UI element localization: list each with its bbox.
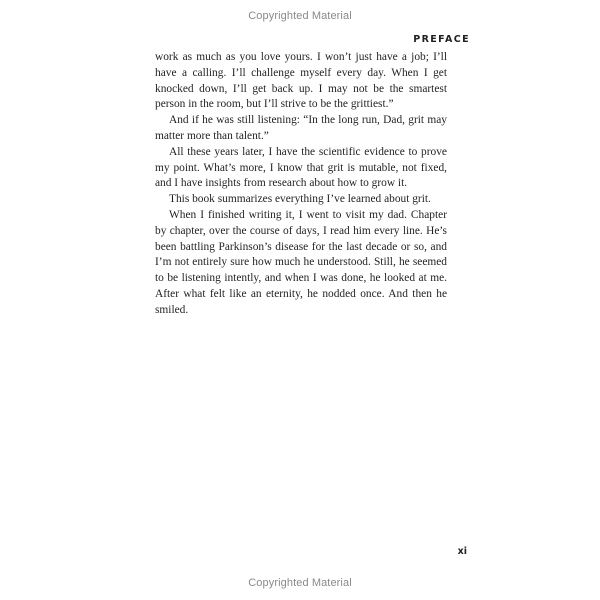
- paragraph: All these years later, I have the scientific evidence to prove my point. What’s more, I know that grit is mutable, not fixed, and I have insights from research about how to grow it.: [155, 145, 447, 190]
- paragraph: work as much as you love yours. I won’t just have a job; I’ll have a calling. I’ll challenge myself every day. When I get knocked down, I’ll get back up. I may not be the smartest person in the room, but I’ll strive to be the grittiest.”: [155, 51, 447, 111]
- copyright-watermark-top: Copyrighted Material: [248, 10, 352, 22]
- body-text: [155, 50, 447, 319]
- paragraph: And if he was still listening: “In the long run, Dad, grit may matter more than talent.”: [155, 114, 447, 142]
- page-number: xi: [457, 546, 467, 557]
- paragraph: This book summarizes everything I’ve learned about grit.: [169, 193, 431, 206]
- copyright-watermark-bottom: Copyrighted Material: [248, 577, 352, 589]
- paragraph: When I finished writing it, I went to visit my dad. Chapter by chapter, over the course of days, I read him every line. He’s been battling Parkinson’s disease for the last decade or so, and I’m not entirely sure how much he understood. Still, he seemed to be listening intently, and when I was done, he looked at me. After what felt like an eternity, he nodded once. And then he smiled.: [155, 208, 447, 316]
- running-head: PREFACE: [413, 34, 470, 45]
